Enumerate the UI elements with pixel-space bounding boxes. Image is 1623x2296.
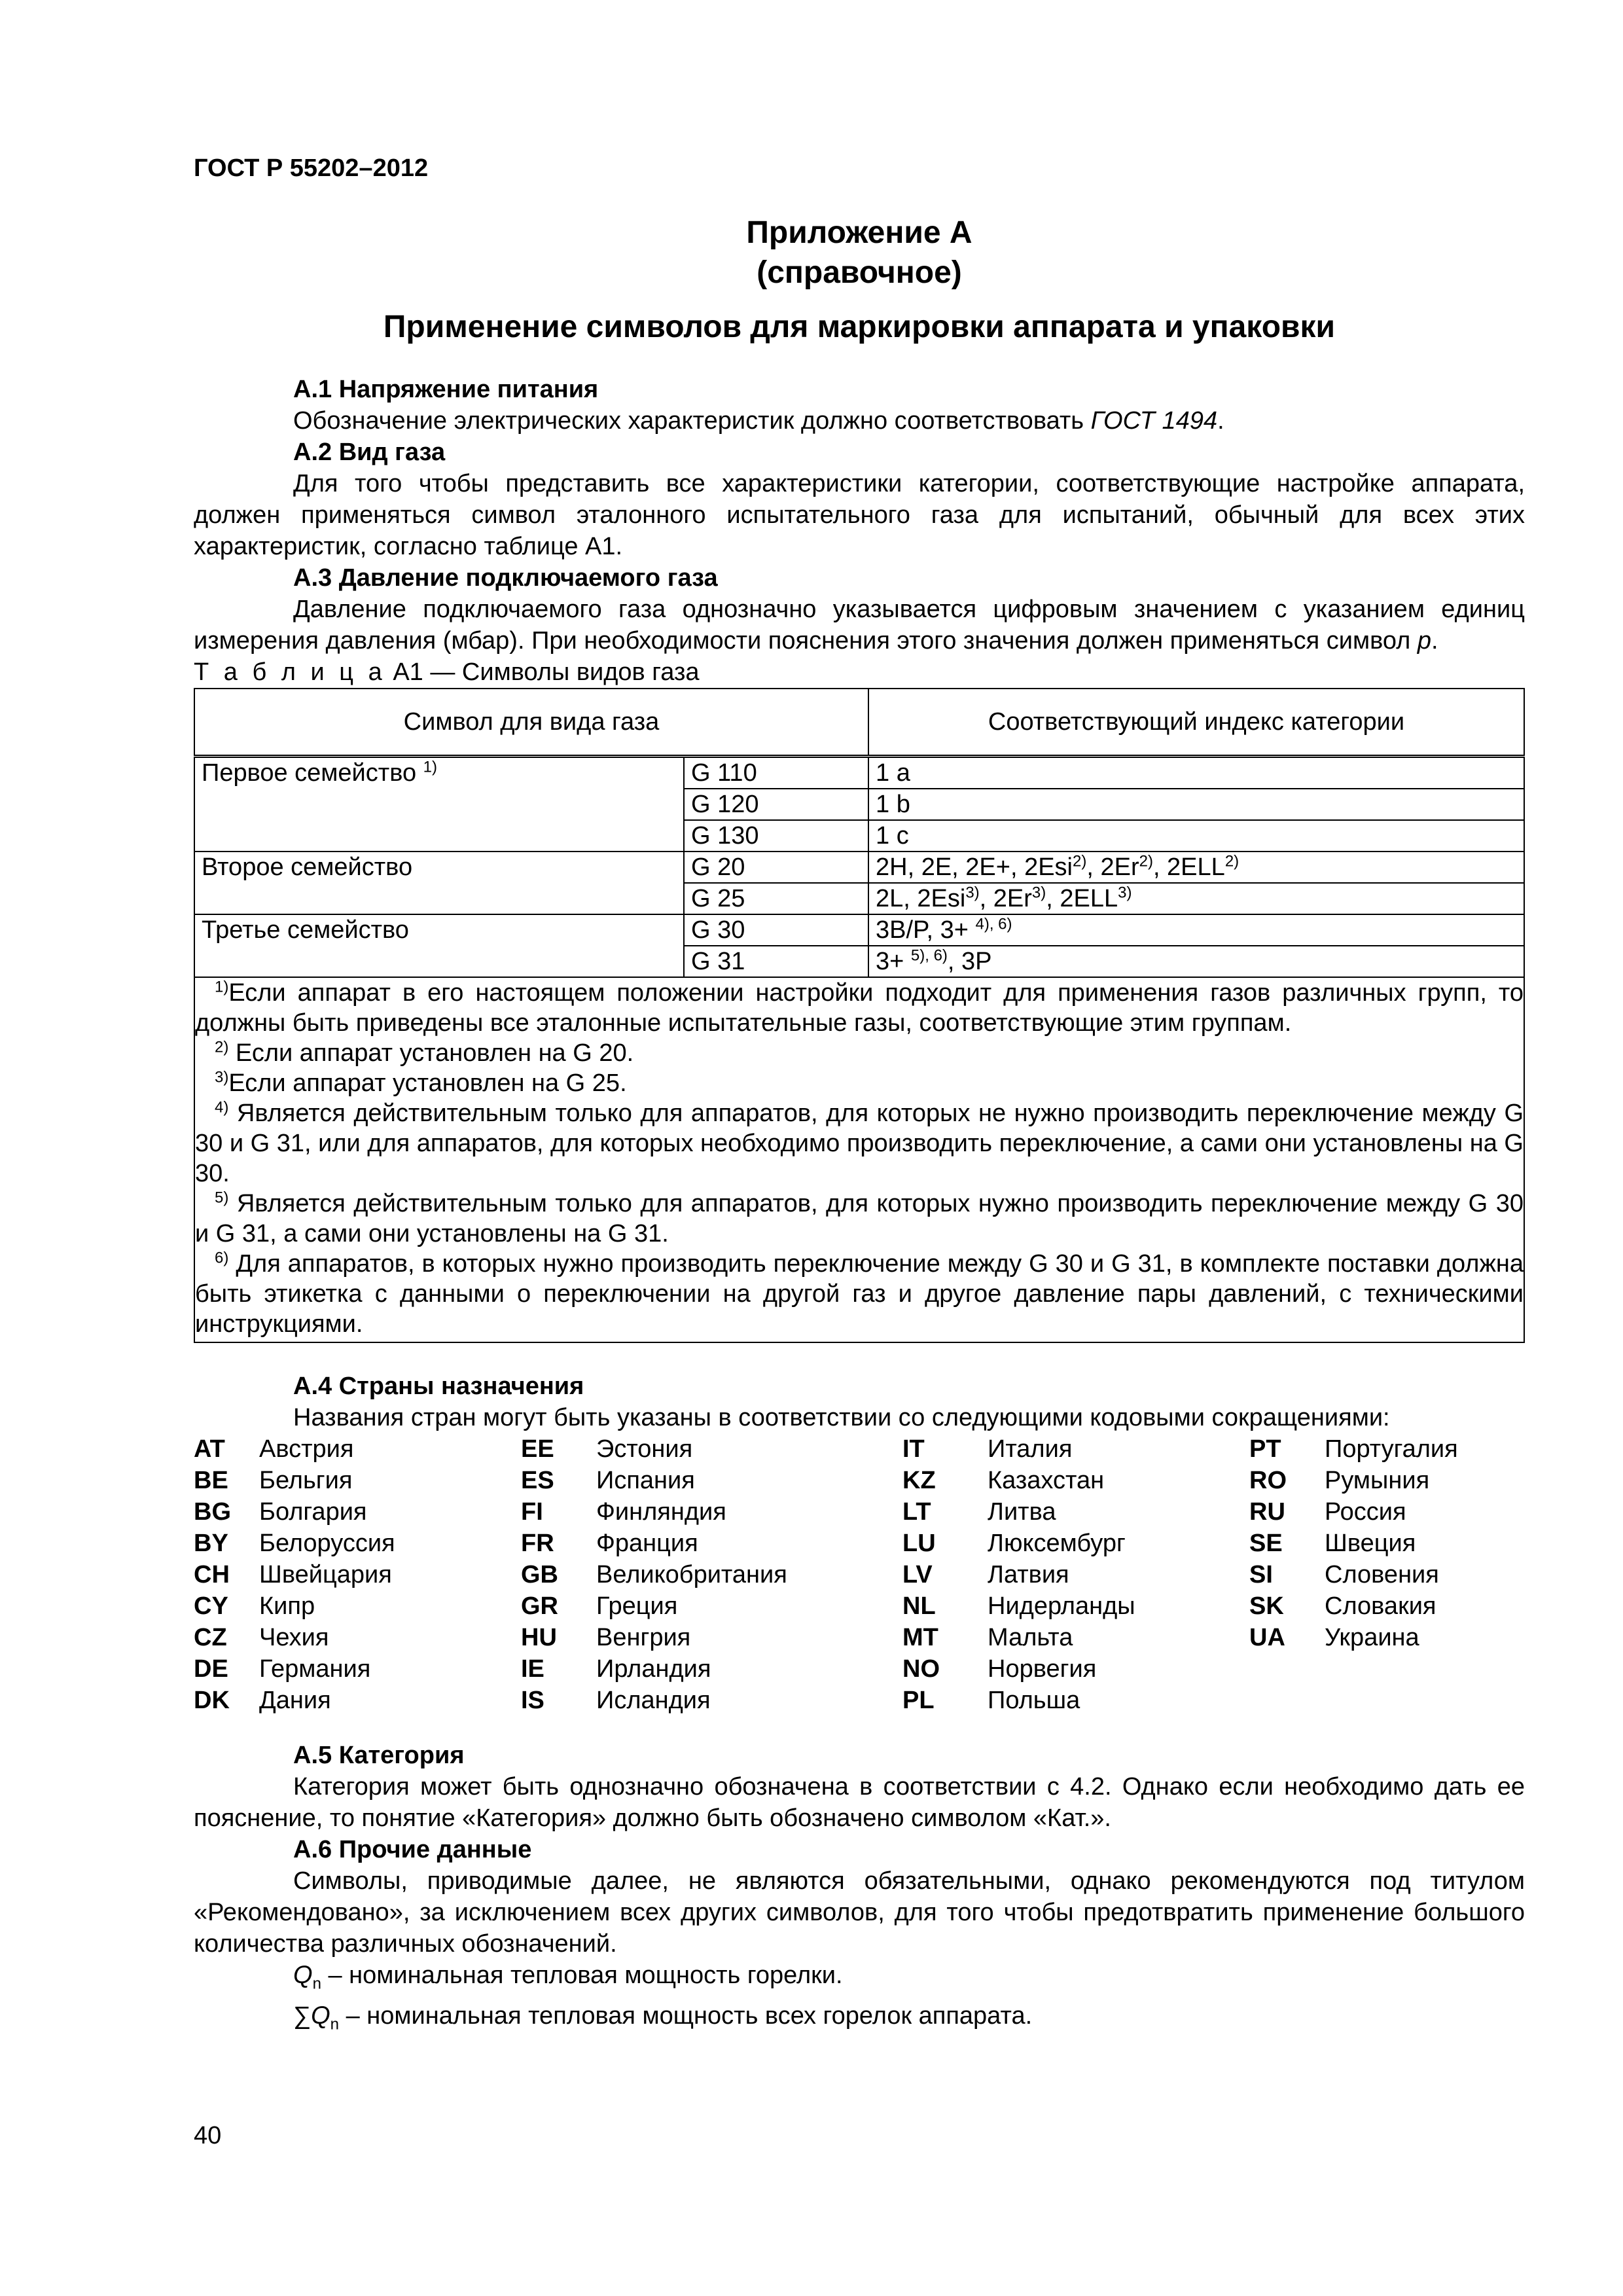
note-text: Если аппарат установлен на G 20. xyxy=(228,1039,634,1067)
country-name: Австрия xyxy=(259,1435,354,1463)
note-number: 5) xyxy=(215,1189,229,1207)
table-cell-gas: G 120 xyxy=(684,789,868,820)
country-name: Швейцария xyxy=(259,1561,392,1588)
footnote-ref: 2) xyxy=(1073,852,1087,870)
note-number: 3) xyxy=(215,1068,229,1086)
footnote-ref: 4), 6) xyxy=(975,915,1012,933)
section-a3-symbol: p xyxy=(1417,627,1432,655)
country-code: GR xyxy=(521,1592,558,1620)
table-notes-row xyxy=(194,977,1524,1342)
table-header-symbol: Символ для вида газа xyxy=(194,689,868,757)
table-cell-category xyxy=(868,946,1524,977)
country-code: BG xyxy=(194,1498,231,1526)
qn-subscript: n xyxy=(312,1975,321,1993)
country-code: SK xyxy=(1249,1592,1284,1620)
country-name: Словакия xyxy=(1325,1592,1436,1620)
country-code: PT xyxy=(1249,1435,1281,1463)
country-name: Польша xyxy=(988,1687,1080,1714)
sum-qn-definition xyxy=(194,2000,1525,2041)
gas-symbols-table xyxy=(194,688,1525,1343)
country-code xyxy=(1249,1685,1325,1716)
table-caption-label: Т а б л и ц а xyxy=(194,658,386,686)
country-code: LT xyxy=(902,1498,931,1526)
country-code: LV xyxy=(902,1561,933,1588)
table-header-row xyxy=(194,689,1524,757)
table-cell-gas: G 130 xyxy=(684,820,868,852)
country-name: Казахстан xyxy=(988,1467,1105,1494)
country-name: Белоруссия xyxy=(259,1530,395,1557)
category-text: 2L, 2Esi xyxy=(876,885,966,912)
section-a2-title: А.2 Вид газа xyxy=(293,439,446,466)
table-cell-family3: Третье семейство xyxy=(194,914,684,977)
category-text: , 2Er xyxy=(1086,853,1139,881)
sigma-symbol: ∑ xyxy=(293,2001,312,2030)
country-name: Исландия xyxy=(596,1687,711,1714)
country-code: GB xyxy=(521,1561,558,1588)
country-name: Нидерланды xyxy=(988,1592,1135,1620)
country-code: DK xyxy=(194,1687,230,1714)
country-code: HU xyxy=(521,1624,557,1651)
table-row xyxy=(194,852,1524,883)
appendix-heading: Применение символов для маркировки аппарата и упаковки xyxy=(383,310,1336,344)
table-header-category: Соответствующий индекс категории xyxy=(868,689,1524,757)
table-cell-category xyxy=(868,914,1524,946)
section-a1-text xyxy=(194,405,1525,437)
country-code: MT xyxy=(902,1624,938,1651)
country-name: Венгрия xyxy=(596,1624,691,1651)
footnote-ref: 2) xyxy=(1139,852,1153,870)
country-name: Франция xyxy=(596,1530,698,1557)
country-code: EE xyxy=(521,1435,554,1463)
section-a4-title: А.4 Страны назначения xyxy=(293,1372,584,1400)
section-a5-text: Категория может быть однозначно обозначена в соответствии с 4.2. Однако если необходимо дать ее пояснение, то понятие «Категория» должно быть обозначено символом «Кат.». xyxy=(194,1773,1525,1832)
table-cell-gas: G 25 xyxy=(684,883,868,914)
section-a4-text: Названия стран могут быть указаны в соответствии со следующими кодовыми сокращениями: xyxy=(293,1404,1390,1431)
section-a1-reference: ГОСТ 1494 xyxy=(1090,407,1218,435)
footnote-ref: 5), 6) xyxy=(910,946,948,965)
note-number: 6) xyxy=(215,1249,229,1267)
table-note-3 xyxy=(195,1068,1524,1098)
country-code: DE xyxy=(194,1655,228,1683)
footnote-ref: 3) xyxy=(1118,884,1132,902)
table-cell-category: 1 b xyxy=(868,789,1524,820)
country-name: Ирландия xyxy=(596,1655,711,1683)
appendix-subtitle: (справочное) xyxy=(757,255,962,290)
section-a1-title: А.1 Напряжение питания xyxy=(293,376,599,403)
country-code: BY xyxy=(194,1530,228,1557)
table-row xyxy=(194,914,1524,946)
country-code: FR xyxy=(521,1530,554,1557)
body-flow xyxy=(194,374,1525,2040)
section-a6-title: А.6 Прочие данные xyxy=(293,1836,532,1863)
table-note-1 xyxy=(195,978,1524,1038)
country-code: KZ xyxy=(902,1467,936,1494)
country-name: Эстония xyxy=(596,1435,693,1463)
country-name: Швеция xyxy=(1325,1530,1416,1557)
note-text: Если аппарат в его настоящем положении настройки подходит для применения газов различных групп, то должны быть приведены все эталонные испытательные газы, соответствующие этим группам. xyxy=(195,979,1524,1037)
country-code: LU xyxy=(902,1530,936,1557)
country-code: RO xyxy=(1249,1467,1287,1494)
note-text: Для аппаратов, в которых нужно производить переключение между G 30 и G 31, в комплекте поставки должна быть этикетка с данными о переключении на другой газ и другое давление пары давлений, с техническими инструкциями. xyxy=(195,1250,1524,1338)
country-code: NO xyxy=(902,1655,940,1683)
category-text: 3+ xyxy=(876,948,911,975)
table-cell-gas: G 31 xyxy=(684,946,868,977)
country-code xyxy=(1249,1653,1325,1685)
note-text: Является действительным только для аппаратов, для которых нужно производить переключение между G 30 и G 31, а сами они установлены на G 31. xyxy=(195,1190,1524,1247)
country-code: CZ xyxy=(194,1624,227,1651)
country-code: SE xyxy=(1249,1530,1283,1557)
family1-footnote-ref: 1) xyxy=(423,758,437,776)
category-text: , 2ELL xyxy=(1046,885,1118,912)
table-note-4 xyxy=(195,1098,1524,1189)
country-name: Кипр xyxy=(259,1592,315,1620)
category-text: , 2ELL xyxy=(1152,853,1225,881)
spacer xyxy=(194,1343,1525,1371)
table-row xyxy=(194,757,1524,789)
section-a2-text: Для того чтобы представить все характеристики категории, соответствующие настройке аппарата, должен применяться символ эталонного испытательного газа для испытаний, обычный для всех этих характеристик, согласно таблице А1. xyxy=(194,470,1525,560)
footnote-ref: 2) xyxy=(1224,852,1240,870)
spacer xyxy=(194,1716,1525,1740)
country-name: Мальта xyxy=(988,1624,1073,1651)
standard-header: ГОСТ Р 55202–2012 xyxy=(194,154,429,182)
country-name: Болгария xyxy=(259,1498,367,1526)
country-name: Люксембург xyxy=(988,1530,1126,1557)
country-name: Италия xyxy=(988,1435,1073,1463)
country-name: Россия xyxy=(1325,1498,1406,1526)
sum-qn-symbol: Q xyxy=(311,2001,330,2030)
country-code: NL xyxy=(902,1592,936,1620)
table-cell-gas: G 110 xyxy=(684,757,868,789)
section-a3-text-pre: Давление подключаемого газа однозначно указывается цифровым значением с указанием единиц измерения давления (мбар). При необходимости пояснения этого значения должен применяться символ xyxy=(194,596,1525,655)
table-caption-title: А1 — Символы видов газа xyxy=(385,658,700,686)
table-note-2 xyxy=(195,1038,1524,1068)
table-cell-category: 1 c xyxy=(868,820,1524,852)
country-code: CY xyxy=(194,1592,228,1620)
country-name: Норвегия xyxy=(988,1655,1097,1683)
country-code: UA xyxy=(1249,1624,1285,1651)
sum-qn-text: – номинальная тепловая мощность всех горелок аппарата. xyxy=(339,2001,1033,2030)
appendix-title: Приложение А xyxy=(746,215,972,250)
note-number: 2) xyxy=(215,1038,229,1056)
country-code: AT xyxy=(194,1435,225,1463)
table-note-6 xyxy=(195,1249,1524,1339)
country-name: Греция xyxy=(596,1592,678,1620)
category-text: , 3P xyxy=(947,948,992,975)
category-text: 2H, 2E, 2E+, 2Esi xyxy=(876,853,1073,881)
section-a3-text-post: . xyxy=(1431,627,1438,655)
country-name: Украина xyxy=(1325,1624,1419,1651)
country-name: Испания xyxy=(596,1467,695,1494)
country-name: Словения xyxy=(1325,1561,1439,1588)
country-name: Великобритания xyxy=(596,1561,787,1588)
qn-symbol: Q xyxy=(293,1962,313,1989)
country-name: Португалия xyxy=(1325,1435,1458,1463)
country-code: SI xyxy=(1249,1561,1273,1588)
page-number: 40 xyxy=(194,2122,222,2149)
note-text: Если аппарат установлен на G 25. xyxy=(228,1069,627,1097)
country-name xyxy=(1325,1653,1525,1685)
country-name: Германия xyxy=(259,1655,371,1683)
country-name: Чехия xyxy=(259,1624,329,1651)
section-a6-text: Символы, приводимые далее, не являются обязательными, однако рекомендуются под титулом «Рекомендовано», за исключением всех других символов, для того чтобы предотвратить применение большого количества различных обозначений. xyxy=(194,1867,1525,1958)
table-cell-family1 xyxy=(194,757,684,852)
section-a5-title: А.5 Категория xyxy=(293,1742,465,1769)
table-cell-category: 1 a xyxy=(868,757,1524,789)
sum-qn-subscript: n xyxy=(330,2015,340,2034)
country-code: RU xyxy=(1249,1498,1285,1526)
country-name: Литва xyxy=(988,1498,1056,1526)
table-note-5 xyxy=(195,1189,1524,1249)
country-code: CH xyxy=(194,1561,230,1588)
table-cell-category xyxy=(868,883,1524,914)
qn-definition xyxy=(194,1960,1525,2000)
section-a3-text xyxy=(194,594,1525,656)
section-a1-text-post: . xyxy=(1217,407,1224,435)
family1-label: Первое семейство xyxy=(202,759,423,787)
country-name: Бельгия xyxy=(259,1467,353,1494)
section-a1-text-pre: Обозначение электрических характеристик должно соответствовать xyxy=(293,407,1091,435)
footnote-ref: 3) xyxy=(965,884,980,902)
country-name xyxy=(1325,1685,1525,1716)
country-code: ES xyxy=(521,1467,554,1494)
table-cell-gas: G 20 xyxy=(684,852,868,883)
country-name: Финляндия xyxy=(596,1498,726,1526)
note-text: Является действительным только для аппаратов, для которых не нужно производить переключение между G 30 и G 31, или для аппаратов, для которых необходимо производить переключение, а сами они установлены на G 30. xyxy=(195,1100,1524,1187)
table-a1-caption xyxy=(194,656,1525,688)
country-name: Дания xyxy=(259,1687,331,1714)
table-cell-category xyxy=(868,852,1524,883)
country-code: PL xyxy=(902,1687,935,1714)
country-code: IE xyxy=(521,1655,544,1683)
note-number: 1) xyxy=(215,978,229,996)
footnote-ref: 3) xyxy=(1031,884,1046,902)
country-code: BE xyxy=(194,1467,228,1494)
country-code: FI xyxy=(521,1498,543,1526)
country-code: IT xyxy=(902,1435,925,1463)
category-text: , 2Er xyxy=(979,885,1032,912)
category-text: 3B/P, 3+ xyxy=(876,916,976,944)
country-codes-list xyxy=(194,1433,1525,1716)
table-cell-gas: G 30 xyxy=(684,914,868,946)
country-code: IS xyxy=(521,1687,544,1714)
table-notes xyxy=(194,977,1524,1342)
note-number: 4) xyxy=(215,1098,229,1117)
country-name: Латвия xyxy=(988,1561,1069,1588)
table-cell-family2: Второе семейство xyxy=(194,852,684,914)
country-name: Румыния xyxy=(1325,1467,1430,1494)
section-a3-title: А.3 Давление подключаемого газа xyxy=(293,564,718,592)
qn-text: – номинальная тепловая мощность горелки. xyxy=(321,1962,843,1989)
